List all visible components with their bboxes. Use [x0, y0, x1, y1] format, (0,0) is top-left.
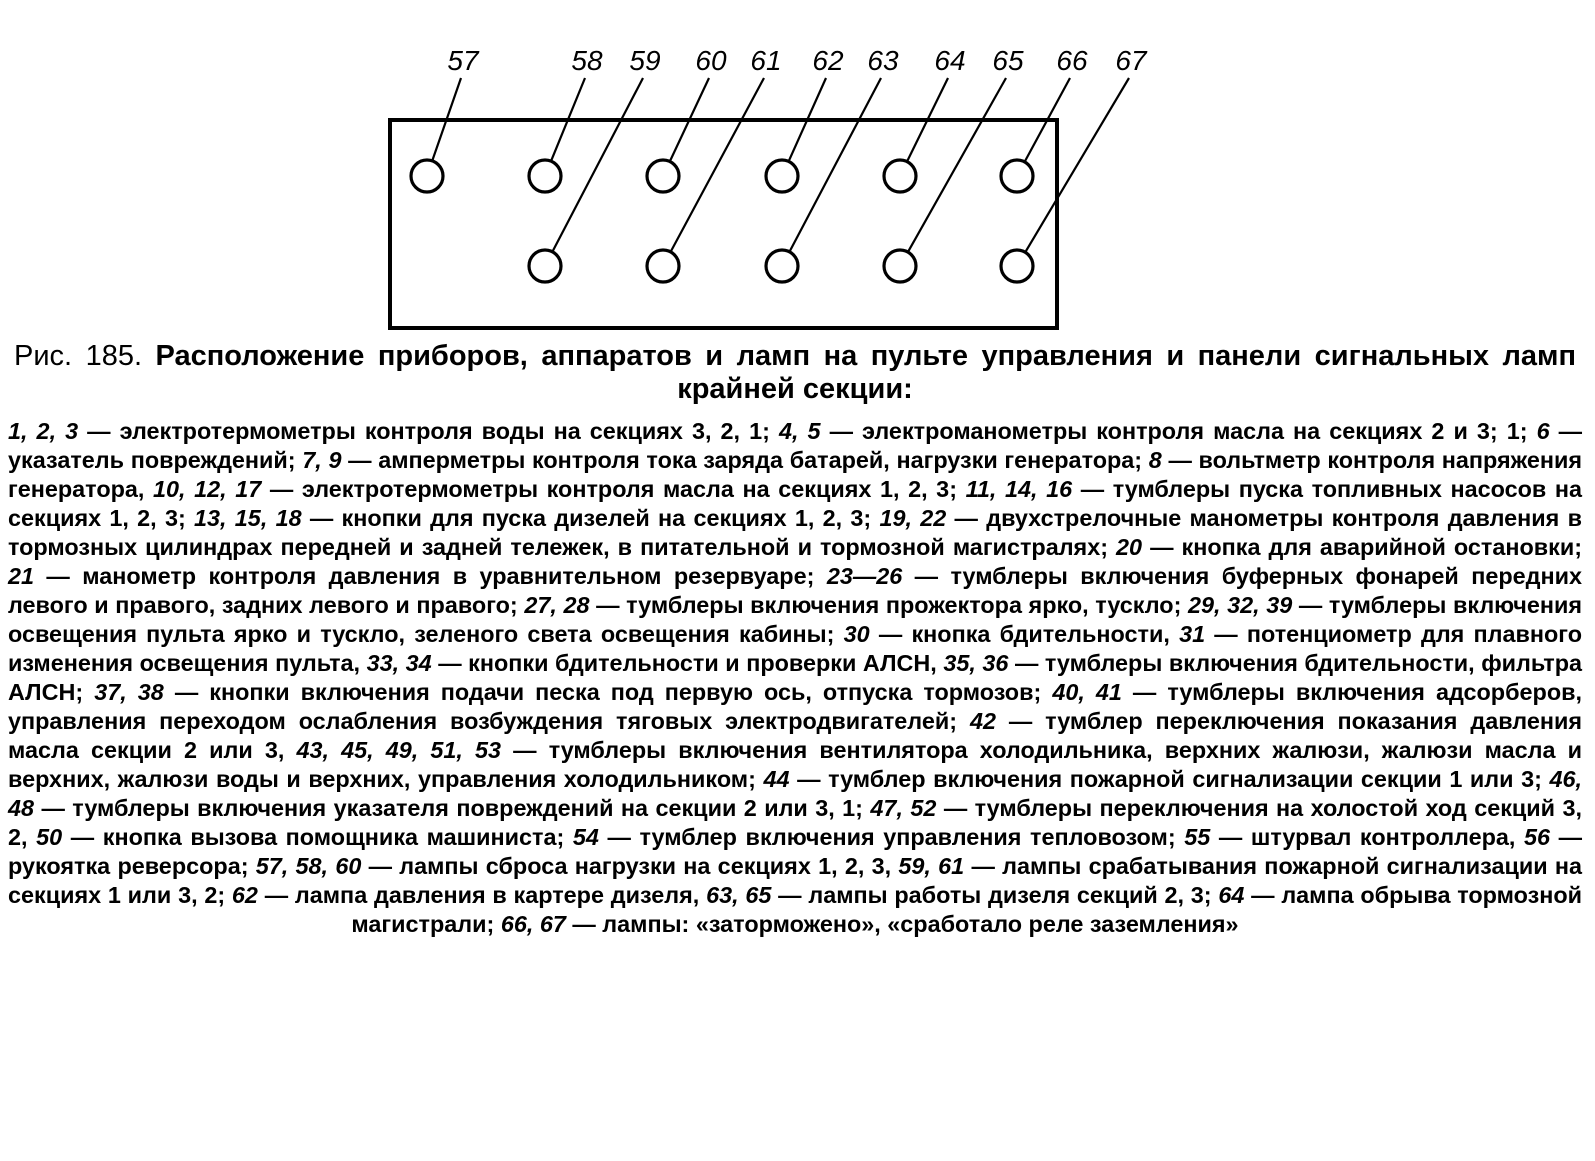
legend-entry: 1, 2, 3 — электротермометры контроля воды на секциях 3, 2, 1;	[8, 418, 770, 444]
legend-entry-numbers: 57, 58, 60	[255, 853, 362, 879]
lamp-63	[766, 250, 798, 282]
lamp-67	[1001, 250, 1033, 282]
legend-entry-numbers: 50	[36, 824, 63, 850]
legend-entry: 43, 45, 49, 51, 53 — тумблеры включения вентилятора холодильника, верхних жалюзи, жалюзи масла и верхних, жалюзи воды и верхних, управления холодильником;	[8, 737, 1583, 792]
legend-entry: 35, 36 — тумблеры включения бдительности, фильтра АЛСН;	[8, 650, 1582, 705]
legend-entry-numbers: 44	[763, 766, 790, 792]
legend-entry-text: кнопки включения подачи песка под первую ось, отпуска тормозов;	[209, 679, 1042, 705]
legend-entry-numbers: 6	[1536, 418, 1550, 444]
legend-entry: 8 — вольтметр контроля напряжения генератора,	[8, 447, 1583, 502]
legend-entry-numbers: 46, 48	[8, 766, 1583, 821]
legend-entry: 66, 67 — лампы: «заторможено», «сработало реле заземления»	[500, 911, 1239, 937]
callout-label-60: 60	[695, 45, 727, 76]
legend-entry: 56 — рукоятка реверсора;	[8, 824, 1583, 879]
legend-entry-numbers: 56	[1524, 824, 1551, 850]
legend-entry-numbers: 54	[572, 824, 599, 850]
lamp-58	[529, 160, 561, 192]
legend-entry: 19, 22 — двухстрелочные манометры контроля давления в тормозных цилиндрах передней и задней тележек, в питательной и тормозной магистралях;	[8, 505, 1582, 560]
callout-label-65: 65	[992, 45, 1024, 76]
legend-entry-numbers: 19, 22	[879, 505, 947, 531]
legend-entry: 44 — тумблер включения пожарной сигнализации секции 1 или 3;	[763, 766, 1542, 792]
callout-label-61: 61	[750, 45, 782, 76]
callout-label-64: 64	[934, 45, 966, 76]
legend-entry: 40, 41 — тумблеры включения адсорберов, управления переходом ослабления возбуждения тяговых электродвигателей;	[8, 679, 1582, 734]
legend-entry-numbers: 31	[1179, 621, 1206, 647]
legend-entry-numbers: 64	[1218, 882, 1245, 908]
legend-entry-text: рукоятка реверсора;	[8, 853, 249, 879]
legend-entry-text: тумблеры пуска топливных насосов на секциях 1, 2, 3;	[8, 476, 1583, 531]
legend-entry: 62 — лампа давления в картере дизеля,	[231, 882, 700, 908]
figure-caption-text: Расположение приборов, аппаратов и ламп на пульте управления и панели сигнальных ламп крайней секции:	[155, 340, 1576, 405]
leader-line-65	[908, 78, 1006, 252]
legend-entry-text: тумблеры включения адсорберов, управления переходом ослабления возбуждения тяговых электродвигателей;	[8, 679, 1582, 734]
callout-label-62: 62	[812, 45, 844, 76]
callout-label-66: 66	[1056, 45, 1088, 76]
legend-entry: 13, 15, 18 — кнопки для пуска дизелей на секциях 1, 2, 3;	[194, 505, 872, 531]
lamp-60	[647, 160, 679, 192]
legend-entry: 64 — лампа обрыва тормозной магистрали;	[351, 882, 1583, 937]
legend-entry: 23—26 — тумблеры включения буферных фонарей передних левого и правого, задних левого и правого;	[8, 563, 1583, 618]
legend-entry-numbers: 33, 34	[366, 650, 432, 676]
legend-entry-text: тумблер переключения показания давления масла секции 2 или 3,	[8, 708, 1582, 763]
legend-entry: 47, 52 — тумблеры переключения на холостой ход секций 3, 2,	[8, 795, 1582, 850]
callout-label-57: 57	[447, 45, 479, 76]
callout-label-58: 58	[571, 45, 603, 76]
legend-entry-numbers: 62	[231, 882, 258, 908]
legend-entry-numbers: 55	[1184, 824, 1211, 850]
legend-entry: 7, 9 — амперметры контроля тока заряда батарей, нагрузки генератора;	[302, 447, 1143, 473]
leader-line-59	[552, 78, 643, 252]
legend-entry: 54 — тумблер включения управления тепловозом;	[572, 824, 1176, 850]
legend-entry: 37, 38 — кнопки включения подачи песка под первую ось, отпуска тормозов;	[94, 679, 1042, 705]
legend-entry-text: лампы: «заторможено», «сработало реле заземления»	[602, 911, 1239, 937]
legend-text	[8, 417, 1582, 939]
callout-labels	[447, 45, 1148, 76]
lamp-65	[884, 250, 916, 282]
legend-entry-numbers: 21	[8, 563, 35, 589]
legend-entry-numbers: 10, 12, 17	[153, 476, 262, 502]
lamp-61	[647, 250, 679, 282]
legend-entry: 55 — штурвал контроллера,	[1184, 824, 1516, 850]
legend-entry-text: потенциометр для плавного изменения освещения пульта,	[8, 621, 1583, 676]
legend-entry-text: лампа обрыва тормозной магистрали;	[351, 882, 1583, 937]
legend-entry-text: двухстрелочные манометры контроля давления в тормозных цилиндрах передней и задней тележек, в питательной и тормозной магистралях;	[8, 505, 1582, 560]
legend-entry: 57, 58, 60 — лампы сброса нагрузки на секциях 1, 2, 3,	[255, 853, 892, 879]
legend-entry-numbers: 11, 14, 16	[965, 476, 1073, 502]
legend-entry-text: указатель повреждений;	[8, 447, 296, 473]
leader-line-63	[790, 78, 882, 252]
legend-entry-numbers: 35, 36	[943, 650, 1009, 676]
legend-entry-text: кнопки для пуска дизелей на секциях 1, 2, 3;	[341, 505, 872, 531]
legend-entry-numbers: 4, 5	[778, 418, 821, 444]
legend-entry-text: лампы сброса нагрузки на секциях 1, 2, 3,	[399, 853, 892, 879]
legend-entry-text: лампа давления в картере дизеля,	[294, 882, 700, 908]
leader-line-67	[1025, 78, 1129, 252]
legend-entry-numbers: 13, 15, 18	[194, 505, 302, 531]
legend-entry-numbers: 42	[969, 708, 996, 734]
legend-entry: 4, 5 — электроманометры контроля масла на секциях 2 и 3; 1;	[778, 418, 1528, 444]
legend-entry: 20 — кнопка для аварийной остановки;	[1116, 534, 1582, 560]
legend-entry-numbers: 47, 52	[870, 795, 937, 821]
legend-entry-text: кнопки бдительности и проверки АЛСН,	[468, 650, 937, 676]
legend-entry-numbers: 1, 2, 3	[8, 418, 79, 444]
legend-entry-numbers: 37, 38	[94, 679, 164, 705]
legend-entry: 21 — манометр контроля давления в уравнительном резервуаре;	[8, 563, 815, 589]
legend-entry-numbers: 8	[1148, 447, 1162, 473]
legend-entry-numbers: 66, 67	[500, 911, 566, 937]
legend-entry-text: кнопка бдительности,	[911, 621, 1170, 647]
legend-entry-numbers: 30	[843, 621, 870, 647]
callout-label-59: 59	[629, 45, 661, 76]
legend-entry-numbers: 63, 65	[706, 882, 772, 908]
legend-entry-numbers: 40, 41	[1052, 679, 1122, 705]
legend-entry: 6 — указатель повреждений;	[8, 418, 1583, 473]
legend-entry-text: тумблеры включения прожектора ярко, тускло;	[626, 592, 1182, 618]
legend-entry-numbers: 43, 45, 49, 51, 53	[296, 737, 502, 763]
legend-entry: 30 — кнопка бдительности,	[843, 621, 1170, 647]
figure-caption	[14, 340, 1576, 406]
legend-entry: 33, 34 — кнопки бдительности и проверки АЛСН,	[366, 650, 937, 676]
legend-entry-text: тумблеры переключения на холостой ход секций 3, 2,	[8, 795, 1582, 850]
legend-entry: 11, 14, 16 — тумблеры пуска топливных насосов на секциях 1, 2, 3;	[8, 476, 1583, 531]
legend-entry: 46, 48 — тумблеры включения указателя повреждений на секции 2 или 3, 1;	[8, 766, 1583, 821]
legend-entry-text: тумблер включения пожарной сигнализации секции 1 или 3;	[828, 766, 1542, 792]
legend-entry: 31 — потенциометр для плавного изменения освещения пульта,	[8, 621, 1583, 676]
legend-entry-text: тумблер включения управления тепловозом;	[639, 824, 1176, 850]
lamp-59	[529, 250, 561, 282]
legend-entry-text: кнопка для аварийной остановки;	[1181, 534, 1582, 560]
legend-entry: 42 — тумблер переключения показания давления масла секции 2 или 3,	[8, 708, 1582, 763]
lamp-62	[766, 160, 798, 192]
lamp-64	[884, 160, 916, 192]
signal-lamp-panel-diagram	[0, 0, 1595, 335]
legend-entry-numbers: 23—26	[826, 563, 903, 589]
legend-entry-text: лампы работы дизеля секций 2, 3;	[808, 882, 1212, 908]
legend-entry-text: манометр контроля давления в уравнительном резервуаре;	[82, 563, 815, 589]
callout-label-63: 63	[867, 45, 899, 76]
lamp-66	[1001, 160, 1033, 192]
legend-entry-text: электроманометры контроля масла на секциях 2 и 3; 1;	[862, 418, 1528, 444]
leader-line-61	[671, 78, 764, 252]
legend-entry-text: тумблеры включения указателя повреждений на секции 2 или 3, 1;	[72, 795, 863, 821]
legend-entry-text: электротермометры контроля воды на секциях 3, 2, 1;	[119, 418, 770, 444]
legend-entry: 50 — кнопка вызова помощника машиниста;	[36, 824, 565, 850]
legend-entry: 27, 28 — тумблеры включения прожектора ярко, тускло;	[524, 592, 1182, 618]
legend-entry: 29, 32, 39 — тумблеры включения освещения пульта ярко и тускло, зеленого света освещения кабины;	[8, 592, 1583, 647]
lamp-circles	[411, 160, 1033, 282]
legend-entry-text: лампы срабатывания пожарной сигнализации на секциях 1 или 3, 2;	[8, 853, 1583, 908]
legend-entry-text: тумблеры включения бдительности, фильтра АЛСН;	[8, 650, 1582, 705]
legend-entry-numbers: 7, 9	[302, 447, 342, 473]
legend-entry-text: электротермометры контроля масла на секциях 1, 2, 3;	[301, 476, 957, 502]
legend-entry: 63, 65 — лампы работы дизеля секций 2, 3;	[706, 882, 1212, 908]
legend-entry-text: тумблеры включения буферных фонарей передних левого и правого, задних левого и правого;	[8, 563, 1583, 618]
legend-entry: 59, 61 — лампы срабатывания пожарной сигнализации на секциях 1 или 3, 2;	[8, 853, 1583, 908]
legend-entry-numbers: 59, 61	[898, 853, 965, 879]
legend-entry-text: штурвал контроллера,	[1250, 824, 1516, 850]
legend-entry-text: амперметры контроля тока заряда батарей, нагрузки генератора;	[378, 447, 1143, 473]
legend-entry-numbers: 27, 28	[524, 592, 590, 618]
legend-entry-numbers: 20	[1116, 534, 1143, 560]
lamp-57	[411, 160, 443, 192]
legend-entry-text: тумблеры включения освещения пульта ярко и тускло, зеленого света освещения кабины;	[8, 592, 1583, 647]
legend-entry-numbers: 29, 32, 39	[1188, 592, 1293, 618]
figure-number: Рис. 185.	[14, 340, 143, 372]
legend-entry: 10, 12, 17 — электротермометры контроля масла на секциях 1, 2, 3;	[153, 476, 957, 502]
callout-label-67: 67	[1115, 45, 1147, 76]
legend-entry-text: вольтметр контроля напряжения генератора,	[8, 447, 1583, 502]
legend-entry-text: кнопка вызова помощника машиниста;	[102, 824, 565, 850]
legend-entry-text: тумблеры включения вентилятора холодильника, верхних жалюзи, жалюзи масла и верхних, жалюзи воды и верхних, управления холодильником;	[8, 737, 1583, 792]
